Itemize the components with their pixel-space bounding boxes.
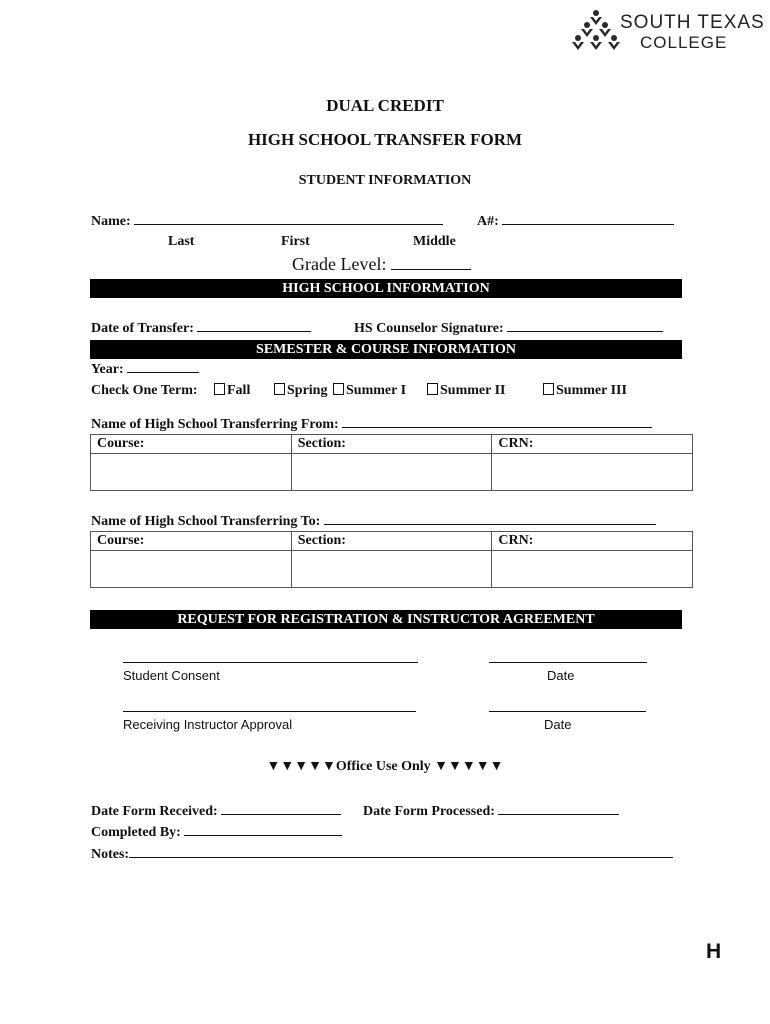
- a-number-field[interactable]: [477, 213, 674, 230]
- year-line[interactable]: [127, 361, 199, 373]
- term-label: Check One Term:: [91, 383, 198, 398]
- transfer-from-field[interactable]: [91, 416, 652, 433]
- course-cell[interactable]: [91, 454, 292, 491]
- crn-cell[interactable]: [492, 551, 693, 588]
- transfer-to-field[interactable]: [91, 513, 656, 530]
- instructor-approval-date-caption: Date: [544, 717, 572, 732]
- date-of-transfer-field[interactable]: [91, 320, 311, 337]
- date-received-label: Date Form Received:: [91, 804, 218, 819]
- term-option-fall[interactable]: [214, 383, 250, 399]
- student-consent-date-line[interactable]: [489, 662, 647, 663]
- counselor-signature-line[interactable]: [507, 320, 663, 332]
- section-heading-student-info: STUDENT INFORMATION: [298, 173, 472, 188]
- instructor-approval-date-line[interactable]: [489, 711, 646, 712]
- corner-page-mark: H: [706, 940, 722, 963]
- checkbox-icon[interactable]: [333, 383, 344, 395]
- crn-cell[interactable]: [492, 454, 693, 491]
- grade-level-line[interactable]: [391, 256, 471, 270]
- completed-by-label: Completed By:: [91, 825, 181, 840]
- name-field[interactable]: [91, 213, 443, 230]
- column-header-course: Course:: [91, 532, 292, 551]
- year-label: Year:: [91, 362, 124, 377]
- notes-label: Notes:: [91, 847, 130, 862]
- checkbox-icon[interactable]: [543, 383, 554, 395]
- term-option-label: Fall: [227, 383, 251, 398]
- transfer-from-label: Name of High School Transferring From:: [91, 417, 339, 432]
- date-processed-field[interactable]: [363, 803, 619, 820]
- last-name-caption: Last: [168, 234, 195, 249]
- term-option-spring[interactable]: [274, 383, 327, 399]
- form-title-line-1: DUAL CREDIT: [326, 96, 444, 115]
- name-label: Name:: [91, 214, 131, 229]
- office-use-only-heading: ▼▼▼▼▼Office Use Only ▼▼▼▼▼: [266, 759, 504, 774]
- date-of-transfer-label: Date of Transfer:: [91, 321, 194, 336]
- name-line[interactable]: [134, 213, 443, 225]
- logo-line-2: COLLEGE: [640, 33, 728, 52]
- logo-figures-icon: [572, 8, 620, 54]
- date-of-transfer-line[interactable]: [197, 320, 311, 332]
- course-cell[interactable]: [91, 551, 292, 588]
- checkbox-icon[interactable]: [427, 383, 438, 395]
- student-consent-signature-line[interactable]: [123, 662, 418, 663]
- first-name-caption: First: [281, 234, 310, 249]
- notes-field[interactable]: [91, 846, 673, 863]
- section-cell[interactable]: [291, 551, 492, 588]
- table-header-row: [91, 435, 693, 454]
- table-row: [91, 454, 693, 491]
- transfer-from-course-table: [90, 434, 693, 491]
- transfer-to-line[interactable]: [324, 513, 656, 525]
- term-option-summer-3[interactable]: [543, 383, 627, 399]
- term-option-summer-1[interactable]: [333, 383, 406, 399]
- instructor-approval-signature-line[interactable]: [123, 711, 416, 712]
- grade-level-label: Grade Level:: [292, 254, 387, 274]
- term-option-label: Summer II: [440, 383, 506, 398]
- year-field[interactable]: [91, 361, 199, 378]
- notes-line[interactable]: [129, 846, 673, 858]
- column-header-course: Course:: [91, 435, 292, 454]
- counselor-signature-field[interactable]: [354, 320, 663, 337]
- counselor-signature-label: HS Counselor Signature:: [354, 321, 504, 336]
- grade-level-field[interactable]: [292, 254, 471, 275]
- transfer-to-label: Name of High School Transferring To:: [91, 514, 321, 529]
- form-title-line-2: HIGH SCHOOL TRANSFER FORM: [247, 130, 523, 149]
- a-number-label: A#:: [477, 214, 499, 229]
- section-bar-agreement: REQUEST FOR REGISTRATION & INSTRUCTOR AGREEMENT: [90, 610, 682, 629]
- table-row: [91, 551, 693, 588]
- column-header-crn: CRN:: [492, 532, 693, 551]
- instructor-approval-caption: Receiving Instructor Approval: [123, 717, 293, 732]
- date-processed-line[interactable]: [498, 803, 619, 815]
- term-option-label: Summer I: [346, 383, 407, 398]
- term-option-label: Spring: [287, 383, 328, 398]
- column-header-section: Section:: [291, 435, 492, 454]
- student-consent-caption: Student Consent: [123, 668, 220, 683]
- logo-line-1: SOUTH TEXAS: [620, 12, 765, 33]
- term-option-label: Summer III: [556, 383, 627, 398]
- checkbox-icon[interactable]: [214, 383, 225, 395]
- student-consent-date-caption: Date: [547, 668, 575, 683]
- completed-by-line[interactable]: [184, 824, 342, 836]
- transfer-to-course-table: [90, 531, 693, 588]
- a-number-line[interactable]: [502, 213, 674, 225]
- transfer-from-line[interactable]: [342, 416, 652, 428]
- term-option-summer-2[interactable]: [427, 383, 505, 399]
- column-header-section: Section:: [291, 532, 492, 551]
- date-processed-label: Date Form Processed:: [363, 804, 495, 819]
- section-cell[interactable]: [291, 454, 492, 491]
- section-bar-high-school-info: HIGH SCHOOL INFORMATION: [90, 279, 682, 298]
- table-header-row: [91, 532, 693, 551]
- section-bar-semester-course: SEMESTER & COURSE INFORMATION: [90, 340, 682, 359]
- middle-name-caption: Middle: [413, 234, 456, 249]
- date-received-line[interactable]: [221, 803, 341, 815]
- column-header-crn: CRN:: [492, 435, 693, 454]
- completed-by-field[interactable]: [91, 824, 342, 841]
- date-received-field[interactable]: [91, 803, 341, 820]
- checkbox-icon[interactable]: [274, 383, 285, 395]
